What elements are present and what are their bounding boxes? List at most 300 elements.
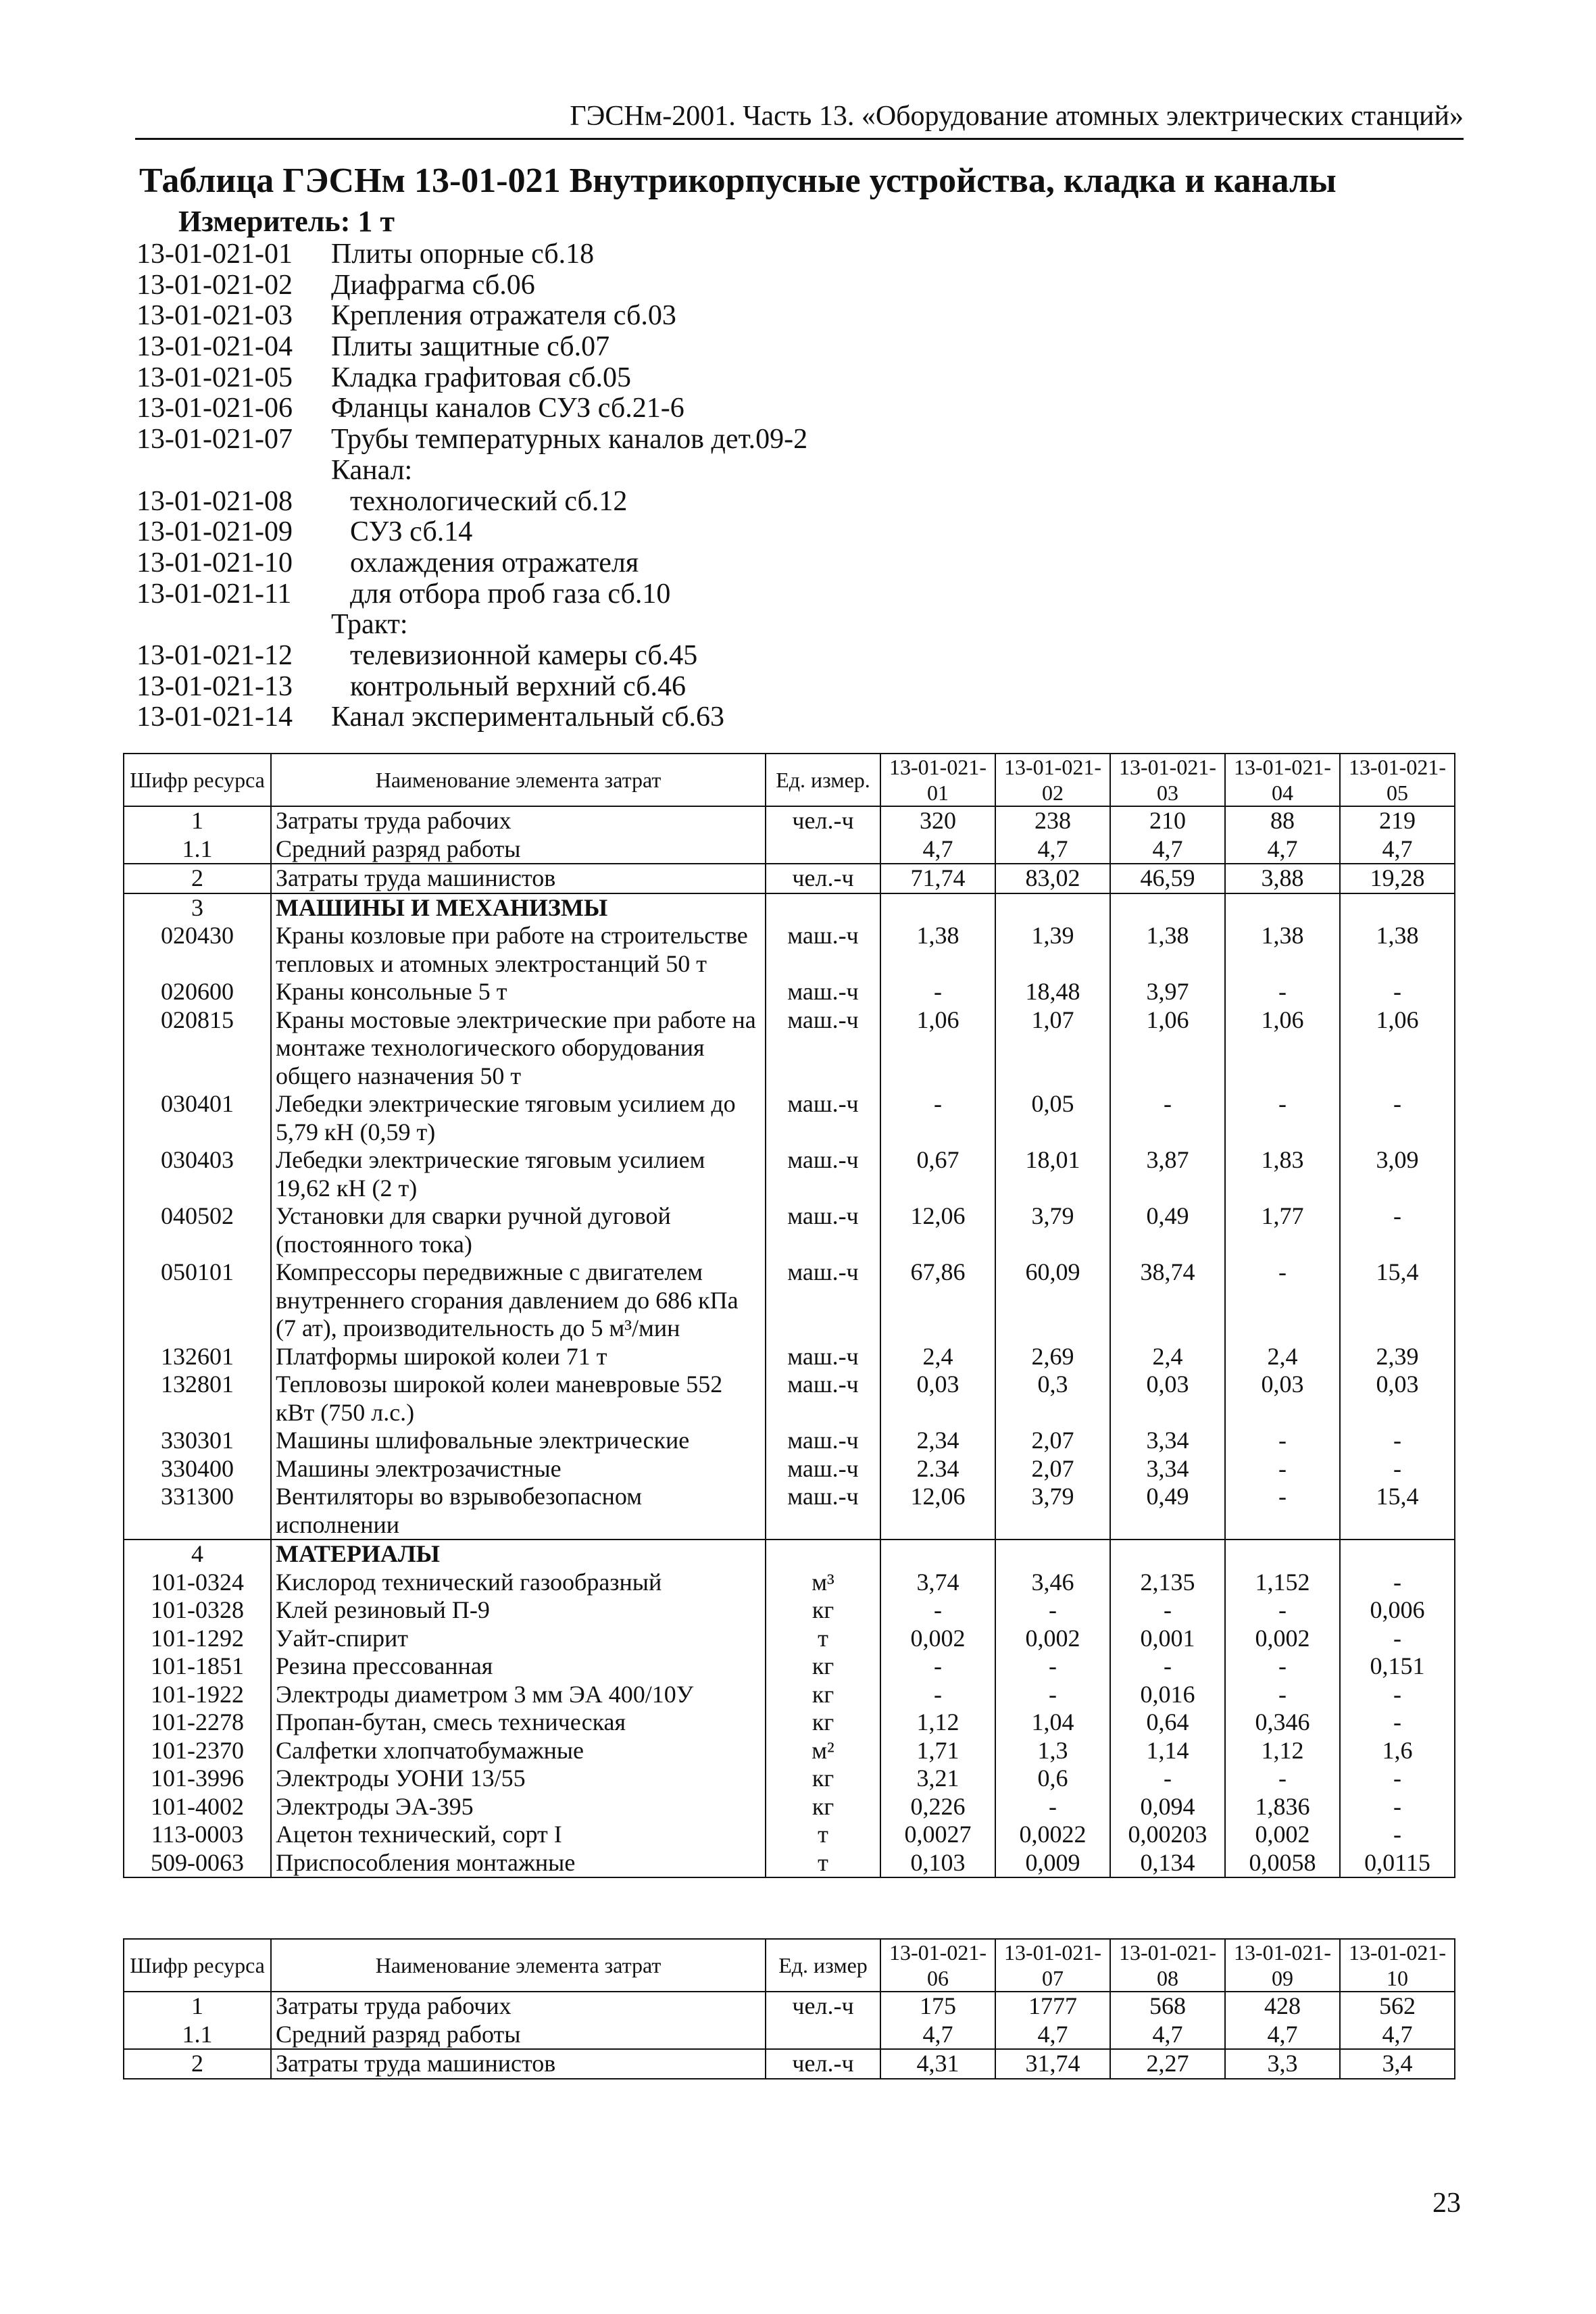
cell-name: Клей резиновый П-9 — [271, 1596, 766, 1625]
cell-value: - — [1110, 1596, 1225, 1625]
cell-value: - — [1340, 1427, 1455, 1455]
cell-value: - — [1340, 1090, 1455, 1146]
cell-value: 2,4 — [1110, 1343, 1225, 1371]
header-code: Шифр ресурса — [124, 1939, 271, 1992]
cell-value: - — [1340, 1681, 1455, 1709]
table-row — [124, 1483, 1455, 1540]
cell-value — [1110, 893, 1225, 922]
cell-value: - — [1110, 1652, 1225, 1681]
cell-name: Затраты труда рабочих — [271, 1992, 766, 2021]
cell-value: 1,06 — [880, 1006, 995, 1091]
table-title: Таблица ГЭСНм 13-01-021 Внутрикорпусные устройства, кладка и каналы — [139, 162, 1337, 200]
cell-unit: маш.-ч — [766, 1202, 880, 1258]
cell-unit: кг — [766, 1596, 880, 1625]
cell-value: 2,34 — [880, 1427, 995, 1455]
cell-value — [880, 1540, 995, 1569]
cell-unit: маш.-ч — [766, 1146, 880, 1202]
cell-value: - — [995, 1681, 1110, 1709]
cell-value — [1110, 1540, 1225, 1569]
code-description: Кладка графитовая сб.05 — [331, 362, 632, 393]
code-number: 13-01-021-02 — [136, 269, 293, 301]
cell-value: 3,46 — [995, 1569, 1110, 1597]
code-description: контрольный верхний сб.46 — [350, 670, 687, 702]
cell-code: 2 — [124, 864, 271, 893]
code-description: Крепления отражателя сб.03 — [331, 300, 676, 332]
cell-value: 0,0115 — [1340, 1849, 1455, 1878]
cell-unit: маш.-ч — [766, 922, 880, 978]
cell-code: 050101 — [124, 1258, 271, 1343]
cell-value: 3,34 — [1110, 1455, 1225, 1483]
cell-value: 2,07 — [995, 1455, 1110, 1483]
code-description: Плиты опорные сб.18 — [331, 239, 595, 270]
cell-value: - — [880, 1596, 995, 1625]
cell-value: 568 — [1110, 1992, 1225, 2021]
code-number: 13-01-021-07 — [136, 424, 293, 456]
code-number: 13-01-021-11 — [136, 578, 292, 610]
cell-unit — [766, 835, 880, 864]
cell-value: 1,38 — [1110, 922, 1225, 978]
table-row — [124, 1202, 1455, 1258]
cell-code: 101-0324 — [124, 1569, 271, 1597]
resources-table-1 — [123, 753, 1455, 1878]
cell-code: 101-1292 — [124, 1625, 271, 1653]
cell-name: Средний разряд работы — [271, 2021, 766, 2050]
cell-value: - — [995, 1596, 1110, 1625]
cell-unit: маш.-ч — [766, 1258, 880, 1343]
cell-value — [1340, 893, 1455, 922]
cell-value: 1,71 — [880, 1737, 995, 1765]
cell-value: 4,7 — [995, 835, 1110, 864]
cell-value: - — [1225, 1427, 1340, 1455]
cell-value: 31,74 — [995, 2049, 1110, 2079]
cell-value: 4,7 — [1340, 835, 1455, 864]
cell-value: 2,69 — [995, 1343, 1110, 1371]
cell-value: 0,49 — [1110, 1483, 1225, 1540]
cell-value: 0,094 — [1110, 1793, 1225, 1821]
cell-name: Машины шлифовальные электрические — [271, 1427, 766, 1455]
code-description: Канал экспериментальный сб.63 — [331, 701, 725, 733]
cell-value: 0,00203 — [1110, 1821, 1225, 1849]
code-number: 13-01-021-14 — [136, 701, 293, 733]
cell-value: 3,97 — [1110, 978, 1225, 1006]
code-number: 13-01-021-13 — [136, 670, 293, 702]
cell-value — [1225, 1540, 1340, 1569]
cell-value: 0,03 — [1110, 1371, 1225, 1427]
cell-code: 101-2278 — [124, 1708, 271, 1737]
cell-value: 0,0058 — [1225, 1849, 1340, 1878]
cell-value — [995, 893, 1110, 922]
cell-value: - — [1340, 1765, 1455, 1793]
cell-value: 1,6 — [1340, 1737, 1455, 1765]
table-row — [124, 864, 1455, 893]
cell-name: Электроды ЭА-395 — [271, 1793, 766, 1821]
cell-value: 3,09 — [1340, 1146, 1455, 1202]
cell-value: 562 — [1340, 1992, 1455, 2021]
cell-name: Кислород технический газообразный — [271, 1569, 766, 1597]
cell-value: 1,12 — [1225, 1737, 1340, 1765]
cell-name: Установки для сварки ручной дуговой (постоянного тока) — [271, 1202, 766, 1258]
cell-value: 2.34 — [880, 1455, 995, 1483]
cell-code: 101-1851 — [124, 1652, 271, 1681]
cell-name: МАТЕРИАЛЫ — [271, 1540, 766, 1569]
cell-value: - — [1110, 1765, 1225, 1793]
cell-value: 2,4 — [1225, 1343, 1340, 1371]
table-row — [124, 1849, 1455, 1878]
cell-value: - — [1340, 1455, 1455, 1483]
cell-value: - — [995, 1652, 1110, 1681]
cell-value: - — [880, 1681, 995, 1709]
table-row — [124, 1569, 1455, 1597]
code-number: 13-01-021-03 — [136, 300, 293, 332]
cell-value: - — [1225, 1455, 1340, 1483]
cell-value: 0,346 — [1225, 1708, 1340, 1737]
cell-name: Затраты труда рабочих — [271, 806, 766, 835]
cell-name: Средний разряд работы — [271, 835, 766, 864]
cell-code: 3 — [124, 893, 271, 922]
cell-value: 4,7 — [995, 2021, 1110, 2050]
cell-name: Электроды диаметром 3 мм ЭА 400/10У — [271, 1681, 766, 1709]
cell-value: 1,06 — [1110, 1006, 1225, 1091]
cell-code: 101-2370 — [124, 1737, 271, 1765]
cell-name: Уайт-спирит — [271, 1625, 766, 1653]
cell-unit: маш.-ч — [766, 1483, 880, 1540]
table-row — [124, 1652, 1455, 1681]
cell-value — [1340, 1540, 1455, 1569]
cell-value: 60,09 — [995, 1258, 1110, 1343]
cell-unit — [766, 893, 880, 922]
cell-value: 1,14 — [1110, 1737, 1225, 1765]
table-row — [124, 1765, 1455, 1793]
cell-value: 4,7 — [1225, 2021, 1340, 2050]
cell-name: МАШИНЫ И МЕХАНИЗМЫ — [271, 893, 766, 922]
cell-value: - — [1340, 1569, 1455, 1597]
cell-value: 1,38 — [1225, 922, 1340, 978]
code-number: 13-01-021-08 — [136, 485, 293, 517]
code-number: 13-01-021-12 — [136, 639, 293, 671]
cell-value — [880, 893, 995, 922]
cell-value: 0,67 — [880, 1146, 995, 1202]
cell-value: 1,06 — [1225, 1006, 1340, 1091]
cell-code: 030401 — [124, 1090, 271, 1146]
cell-name: Краны консольные 5 т — [271, 978, 766, 1006]
cell-unit: кг — [766, 1708, 880, 1737]
code-description: технологический сб.12 — [350, 485, 628, 517]
code-number: 13-01-021-01 — [136, 239, 293, 270]
cell-name: Резина прессованная — [271, 1652, 766, 1681]
table-row — [124, 1821, 1455, 1849]
cell-code: 1.1 — [124, 835, 271, 864]
table-row — [124, 1427, 1455, 1455]
cell-value: 4,7 — [880, 835, 995, 864]
cell-code: 113-0003 — [124, 1821, 271, 1849]
cell-value: 1,83 — [1225, 1146, 1340, 1202]
cell-value — [1225, 893, 1340, 922]
cell-value: 0,64 — [1110, 1708, 1225, 1737]
cell-value: 0,0027 — [880, 1821, 995, 1849]
cell-name: Затраты труда машинистов — [271, 2049, 766, 2079]
cell-value: 4,7 — [1110, 835, 1225, 864]
cell-code: 1 — [124, 1992, 271, 2021]
code-number: 13-01-021-10 — [136, 547, 293, 578]
cell-value: 175 — [880, 1992, 995, 2021]
cell-value: - — [1225, 1258, 1340, 1343]
cell-value: 1,3 — [995, 1737, 1110, 1765]
cell-code: 330301 — [124, 1427, 271, 1455]
cell-unit: маш.-ч — [766, 978, 880, 1006]
cell-value: 219 — [1340, 806, 1455, 835]
cell-value: 0,05 — [995, 1090, 1110, 1146]
cell-unit: чел.-ч — [766, 806, 880, 835]
cell-code: 030403 — [124, 1146, 271, 1202]
cell-value: 1,38 — [880, 922, 995, 978]
cell-value: - — [995, 1793, 1110, 1821]
cell-code: 020430 — [124, 922, 271, 978]
code-number: 13-01-021-06 — [136, 393, 293, 424]
cell-value: - — [1225, 1681, 1340, 1709]
code-description: охлаждения отражателя — [350, 547, 639, 578]
cell-code: 331300 — [124, 1483, 271, 1540]
cell-value: 0,134 — [1110, 1849, 1225, 1878]
cell-value: 18,01 — [995, 1146, 1110, 1202]
cell-value: - — [1340, 978, 1455, 1006]
table-row — [124, 1737, 1455, 1765]
cell-unit: чел.-ч — [766, 2049, 880, 2079]
cell-value: - — [880, 978, 995, 1006]
code-description: Фланцы каналов СУЗ сб.21-6 — [331, 393, 684, 424]
code-number: 13-01-021-09 — [136, 516, 293, 548]
cell-unit: кг — [766, 1652, 880, 1681]
cell-code: 1 — [124, 806, 271, 835]
cell-unit: маш.-ч — [766, 1455, 880, 1483]
cell-unit: м² — [766, 1737, 880, 1765]
cell-value: 71,74 — [880, 864, 995, 893]
cell-value: - — [1340, 1793, 1455, 1821]
cell-value: - — [1340, 1202, 1455, 1258]
table-row — [124, 893, 1455, 922]
table-row — [124, 1540, 1455, 1569]
code-description: СУЗ сб.14 — [350, 516, 473, 548]
header-name: Наименование элемента затрат — [271, 1939, 766, 1992]
header-unit: Ед. измер — [766, 1939, 880, 1992]
cell-name: Вентиляторы во взрывобезопасном исполнении — [271, 1483, 766, 1540]
header-column-code: 13-01-021-02 — [995, 754, 1110, 806]
cell-name: Ацетон технический, сорт I — [271, 1821, 766, 1849]
cell-value: 0,009 — [995, 1849, 1110, 1878]
cell-unit: маш.-ч — [766, 1371, 880, 1427]
cell-unit: кг — [766, 1681, 880, 1709]
cell-unit: кг — [766, 1765, 880, 1793]
cell-value — [995, 1540, 1110, 1569]
cell-value: 3,79 — [995, 1483, 1110, 1540]
cell-value: - — [1340, 1708, 1455, 1737]
cell-code: 101-1922 — [124, 1681, 271, 1709]
header-column-code: 13-01-021-09 — [1225, 1939, 1340, 1992]
cell-code: 132801 — [124, 1371, 271, 1427]
cell-code: 101-4002 — [124, 1793, 271, 1821]
header-column-code: 13-01-021-04 — [1225, 754, 1340, 806]
cell-value: 0,0022 — [995, 1821, 1110, 1849]
cell-value: 1,04 — [995, 1708, 1110, 1737]
cell-value: 88 — [1225, 806, 1340, 835]
cell-value: 1,39 — [995, 922, 1110, 978]
cell-value: 0,001 — [1110, 1625, 1225, 1653]
cell-value: - — [1340, 1625, 1455, 1653]
table-row — [124, 1343, 1455, 1371]
header-code: Шифр ресурса — [124, 754, 271, 806]
cell-name: Тепловозы широкой колеи маневровые 552 кВт (750 л.с.) — [271, 1371, 766, 1427]
cell-name: Пропан-бутан, смесь техническая — [271, 1708, 766, 1737]
cell-value: 3,88 — [1225, 864, 1340, 893]
header-column-code: 13-01-021-05 — [1340, 754, 1455, 806]
cell-value: 320 — [880, 806, 995, 835]
code-description: Плиты защитные сб.07 — [331, 331, 610, 363]
cell-value: 0,151 — [1340, 1652, 1455, 1681]
cell-value: 2,39 — [1340, 1343, 1455, 1371]
header-column-code: 13-01-021-06 — [880, 1939, 995, 1992]
cell-value: 210 — [1110, 806, 1225, 835]
cell-value: 3,4 — [1340, 2049, 1455, 2079]
cell-value: - — [1225, 1596, 1340, 1625]
cell-unit — [766, 2021, 880, 2050]
cell-value: 1,07 — [995, 1006, 1110, 1091]
cell-unit: чел.-ч — [766, 864, 880, 893]
table-row — [124, 1146, 1455, 1202]
cell-unit: м³ — [766, 1569, 880, 1597]
cell-unit: т — [766, 1821, 880, 1849]
cell-value: 0,226 — [880, 1793, 995, 1821]
cell-value: 2,4 — [880, 1343, 995, 1371]
cell-code: 101-0328 — [124, 1596, 271, 1625]
header-unit: Ед. измер. — [766, 754, 880, 806]
table-row — [124, 835, 1455, 864]
cell-value: 0,006 — [1340, 1596, 1455, 1625]
cell-name: Приспособления монтажные — [271, 1849, 766, 1878]
cell-value: 15,4 — [1340, 1258, 1455, 1343]
cell-unit: чел.-ч — [766, 1992, 880, 2021]
cell-unit — [766, 1540, 880, 1569]
cell-value: 4,7 — [1225, 835, 1340, 864]
table-row — [124, 1681, 1455, 1709]
code-number: 13-01-021-04 — [136, 331, 293, 363]
cell-value: 3,21 — [880, 1765, 995, 1793]
cell-value: 2,27 — [1110, 2049, 1225, 2079]
table-row — [124, 1371, 1455, 1427]
cell-value: 4,7 — [1110, 2021, 1225, 2050]
cell-value: 4,7 — [1340, 2021, 1455, 2050]
code-description: телевизионной камеры сб.45 — [350, 639, 698, 671]
cell-value: 18,48 — [995, 978, 1110, 1006]
cell-value: 3,34 — [1110, 1427, 1225, 1455]
cell-value: 3,74 — [880, 1569, 995, 1597]
table-row — [124, 1258, 1455, 1343]
cell-value: 3,87 — [1110, 1146, 1225, 1202]
cell-name: Затраты труда машинистов — [271, 864, 766, 893]
cell-value: 0,03 — [880, 1371, 995, 1427]
cell-value: 1,06 — [1340, 1006, 1455, 1091]
cell-name: Краны мостовые электрические при работе на монтаже технологического оборудования общего назначения 50 т — [271, 1006, 766, 1091]
table-row — [124, 806, 1455, 835]
cell-value: 67,86 — [880, 1258, 995, 1343]
cell-value: 2,135 — [1110, 1569, 1225, 1597]
table-header-row — [124, 754, 1455, 806]
table-row — [124, 1992, 1455, 2021]
table-row — [124, 978, 1455, 1006]
cell-value: - — [1225, 1483, 1340, 1540]
cell-name: Салфетки хлопчатобумажные — [271, 1737, 766, 1765]
cell-unit: маш.-ч — [766, 1427, 880, 1455]
cell-value: 0,002 — [995, 1625, 1110, 1653]
resources-table-2 — [123, 1938, 1455, 2079]
cell-value: 1,38 — [1340, 922, 1455, 978]
cell-name: Лебедки электрические тяговым усилием до 5,79 кН (0,59 т) — [271, 1090, 766, 1146]
cell-value: 19,28 — [1340, 864, 1455, 893]
cell-value: - — [1225, 1090, 1340, 1146]
code-description: Диафрагма сб.06 — [331, 269, 535, 301]
cell-code: 040502 — [124, 1202, 271, 1258]
table-row — [124, 922, 1455, 978]
cell-name: Краны козловые при работе на строительстве тепловых и атомных электростанций 50 т — [271, 922, 766, 978]
code-description: для отбора проб газа сб.10 — [350, 578, 671, 610]
header-rule — [135, 138, 1464, 140]
cell-unit: т — [766, 1625, 880, 1653]
table-row — [124, 1455, 1455, 1483]
cell-code: 509-0063 — [124, 1849, 271, 1878]
cell-value: 12,06 — [880, 1202, 995, 1258]
cell-code: 330400 — [124, 1455, 271, 1483]
cell-value: 0,002 — [1225, 1821, 1340, 1849]
table-row — [124, 1596, 1455, 1625]
cell-value: 238 — [995, 806, 1110, 835]
cell-value: 0,002 — [880, 1625, 995, 1653]
cell-value: 1,152 — [1225, 1569, 1340, 1597]
cell-unit: маш.-ч — [766, 1090, 880, 1146]
running-header: ГЭСНм-2001. Часть 13. «Оборудование атомных электрических станций» — [570, 101, 1464, 132]
code-description: Тракт: — [331, 609, 408, 641]
cell-value: 0,103 — [880, 1849, 995, 1878]
cell-value: 0,6 — [995, 1765, 1110, 1793]
cell-value: 1,836 — [1225, 1793, 1340, 1821]
table-header-row — [124, 1939, 1455, 1992]
cell-value: 4,7 — [880, 2021, 995, 2050]
cell-value: - — [1225, 978, 1340, 1006]
header-column-code: 13-01-021-01 — [880, 754, 995, 806]
cell-value: 0,03 — [1225, 1371, 1340, 1427]
cell-code: 132601 — [124, 1343, 271, 1371]
cell-name: Платформы широкой колеи 71 т — [271, 1343, 766, 1371]
cell-value: 46,59 — [1110, 864, 1225, 893]
cell-value: 0,03 — [1340, 1371, 1455, 1427]
code-number: 13-01-021-05 — [136, 362, 293, 393]
cell-value: - — [1340, 1821, 1455, 1849]
code-description: Канал: — [331, 454, 413, 486]
table-row — [124, 2049, 1455, 2079]
cell-value: - — [1110, 1090, 1225, 1146]
cell-code: 101-3996 — [124, 1765, 271, 1793]
cell-unit: кг — [766, 1793, 880, 1821]
cell-value: 4,31 — [880, 2049, 995, 2079]
cell-unit: т — [766, 1849, 880, 1878]
cell-value: - — [880, 1652, 995, 1681]
measure-unit: Измеритель: 1 т — [178, 205, 395, 238]
cell-value: 1,77 — [1225, 1202, 1340, 1258]
cell-unit: маш.-ч — [766, 1343, 880, 1371]
cell-name: Электроды УОНИ 13/55 — [271, 1765, 766, 1793]
cell-code: 1.1 — [124, 2021, 271, 2050]
cell-value: 1,12 — [880, 1708, 995, 1737]
cell-code: 020600 — [124, 978, 271, 1006]
table-row — [124, 1708, 1455, 1737]
cell-name: Компрессоры передвижные с двигателем внутреннего сгорания давлением до 686 кПа (7 ат), производительность до 5 м³/мин — [271, 1258, 766, 1343]
